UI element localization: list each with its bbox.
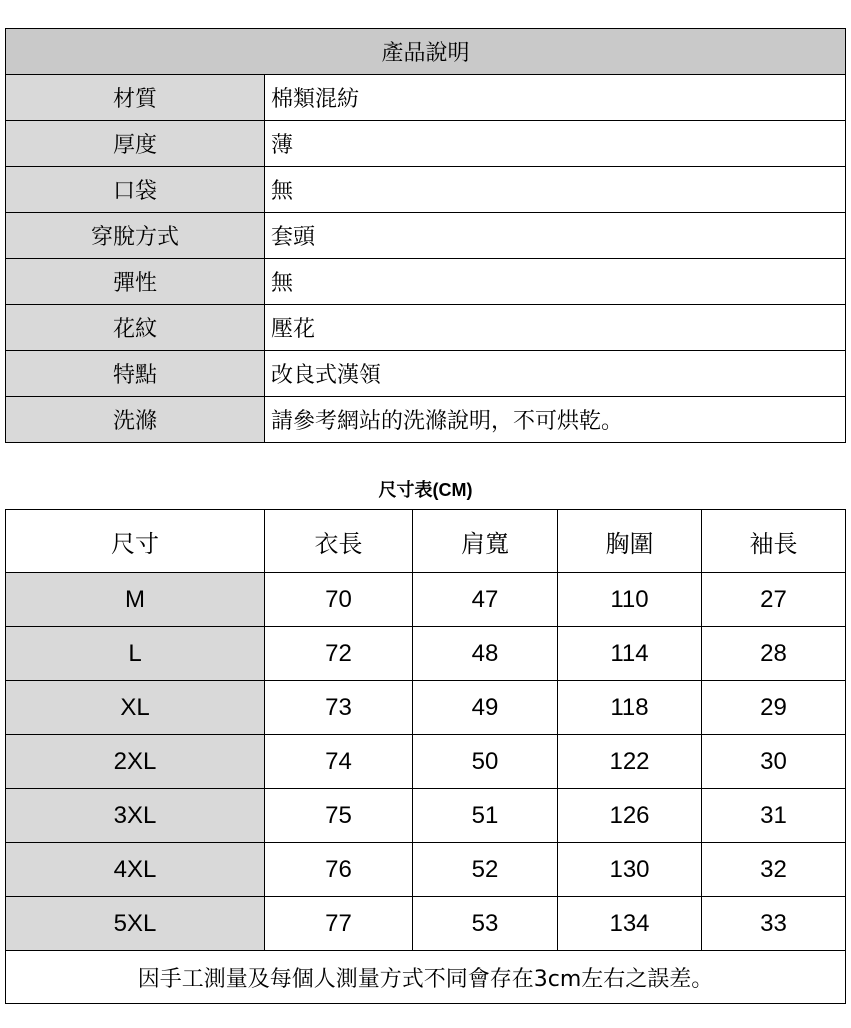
size-cell: XL <box>6 681 265 735</box>
table-row <box>6 573 846 627</box>
size-chart-header-row <box>6 510 846 573</box>
chest-cell: 126 <box>558 789 702 843</box>
column-header-sleeve: 袖長 <box>702 510 846 573</box>
property-value: 無 <box>265 259 846 305</box>
measurement-note-row <box>6 951 846 1004</box>
length-cell: 72 <box>265 627 413 681</box>
product-description-title: 產品說明 <box>6 29 846 75</box>
shoulder-cell: 48 <box>413 627 558 681</box>
property-value: 壓花 <box>265 305 846 351</box>
chest-cell: 134 <box>558 897 702 951</box>
property-row-feature <box>6 351 846 397</box>
property-row-washing <box>6 397 846 443</box>
sleeve-cell: 29 <box>702 681 846 735</box>
property-row-thickness <box>6 121 846 167</box>
property-row-material <box>6 75 846 121</box>
length-cell: 75 <box>265 789 413 843</box>
size-chart-table <box>5 509 846 1004</box>
size-chart-title: 尺寸表(CM) <box>378 480 473 500</box>
table-row <box>6 681 846 735</box>
table-row <box>6 627 846 681</box>
column-header-shoulder: 肩寬 <box>413 510 558 573</box>
chest-cell: 110 <box>558 573 702 627</box>
shoulder-cell: 50 <box>413 735 558 789</box>
size-cell: 3XL <box>6 789 265 843</box>
product-description-table <box>5 28 846 443</box>
property-value: 無 <box>265 167 846 213</box>
table-row <box>6 735 846 789</box>
column-header-chest: 胸圍 <box>558 510 702 573</box>
property-label: 花紋 <box>6 305 265 351</box>
sleeve-cell: 32 <box>702 843 846 897</box>
column-header-length: 衣長 <box>265 510 413 573</box>
property-label: 洗滌 <box>6 397 265 443</box>
property-row-elasticity <box>6 259 846 305</box>
property-value: 套頭 <box>265 213 846 259</box>
sleeve-cell: 33 <box>702 897 846 951</box>
length-cell: 70 <box>265 573 413 627</box>
property-label: 穿脫方式 <box>6 213 265 259</box>
property-label: 口袋 <box>6 167 265 213</box>
length-cell: 76 <box>265 843 413 897</box>
property-label: 厚度 <box>6 121 265 167</box>
size-cell: L <box>6 627 265 681</box>
property-label: 彈性 <box>6 259 265 305</box>
column-header-size: 尺寸 <box>6 510 265 573</box>
chest-cell: 114 <box>558 627 702 681</box>
size-cell: 2XL <box>6 735 265 789</box>
sleeve-cell: 30 <box>702 735 846 789</box>
property-value: 請參考網站的洗滌說明，不可烘乾。 <box>265 397 846 443</box>
length-cell: 73 <box>265 681 413 735</box>
property-value: 薄 <box>265 121 846 167</box>
property-value: 棉類混紡 <box>265 75 846 121</box>
chest-cell: 130 <box>558 843 702 897</box>
property-label: 特點 <box>6 351 265 397</box>
table-row <box>6 789 846 843</box>
chest-cell: 122 <box>558 735 702 789</box>
table-row <box>6 843 846 897</box>
shoulder-cell: 47 <box>413 573 558 627</box>
chest-cell: 118 <box>558 681 702 735</box>
size-cell: 4XL <box>6 843 265 897</box>
table-row <box>6 897 846 951</box>
measurement-note: 因手工測量及每個人測量方式不同會存在3cm左右之誤差。 <box>6 951 846 1004</box>
length-cell: 77 <box>265 897 413 951</box>
sleeve-cell: 28 <box>702 627 846 681</box>
shoulder-cell: 52 <box>413 843 558 897</box>
shoulder-cell: 49 <box>413 681 558 735</box>
sleeve-cell: 31 <box>702 789 846 843</box>
property-label: 材質 <box>6 75 265 121</box>
property-value: 改良式漢領 <box>265 351 846 397</box>
shoulder-cell: 53 <box>413 897 558 951</box>
property-row-wearing-style <box>6 213 846 259</box>
size-cell: 5XL <box>6 897 265 951</box>
size-cell: M <box>6 573 265 627</box>
property-row-pattern <box>6 305 846 351</box>
shoulder-cell: 51 <box>413 789 558 843</box>
property-row-pocket <box>6 167 846 213</box>
length-cell: 74 <box>265 735 413 789</box>
sleeve-cell: 27 <box>702 573 846 627</box>
